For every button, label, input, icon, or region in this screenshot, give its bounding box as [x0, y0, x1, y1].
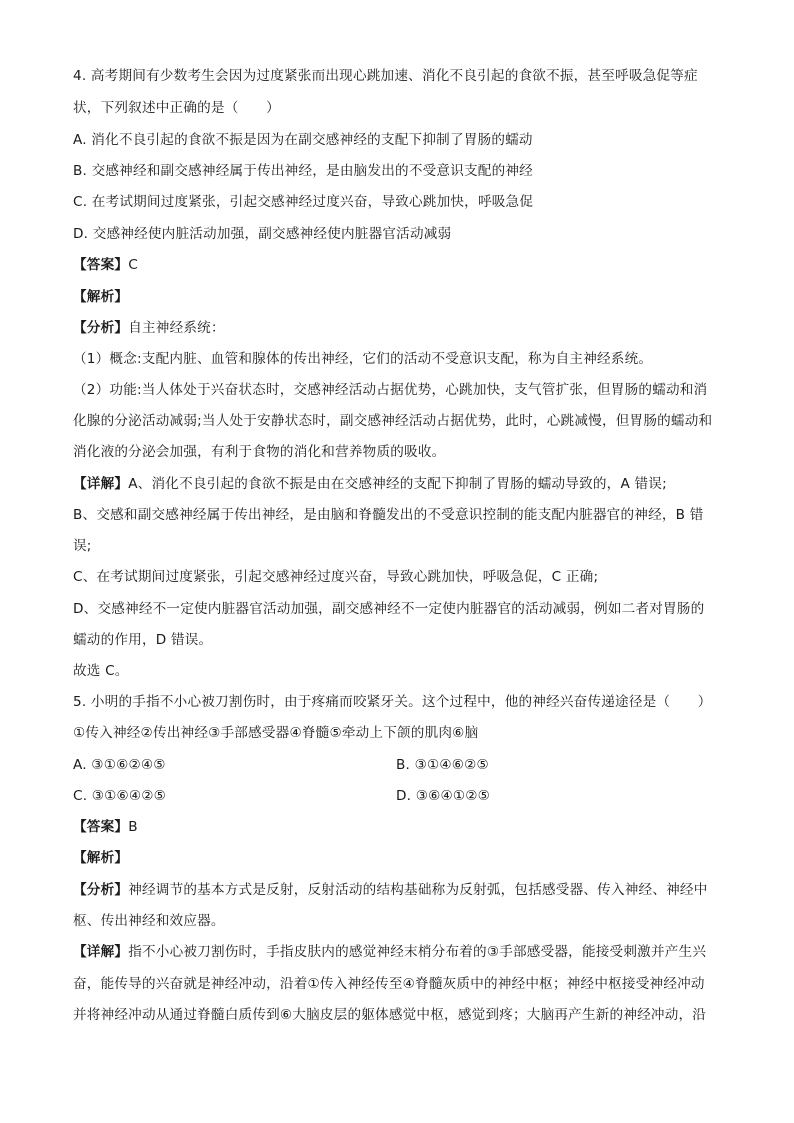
q5-answer-row [73, 817, 138, 837]
q4-point-1: （1）概念:支配内脏、血管和腺体的传出神经，它们的活动不受意识支配，称为自主神经系统。 [73, 351, 653, 367]
q4-answer-value: C [128, 257, 138, 273]
q5-stem: 5. 小明的手指不小心被刀割伤时，由于疼痛而咬紧牙关。这个过程中，他的神经兴奋传递途径是（ ） [73, 694, 712, 710]
q4-detail-d-cont: 蠕动的作用，D 错误。 [73, 632, 213, 648]
q4-detail-a: A、消化不良引起的食欲不振是由在交感神经的支配下抑制了胃肠的蠕动导致的，A 错误; [128, 476, 667, 492]
q5-fenxi-line2: 枢、传出神经和效应器。 [73, 913, 225, 929]
q5-option-b: B. ③①④⑥②⑤ [396, 757, 489, 773]
q4-conclusion: 故选 C。 [73, 663, 129, 679]
q4-fenxi-row [73, 318, 225, 338]
q4-option-d: D. 交感神经使内脏活动加强，副交感神经使内脏器官活动减弱 [73, 226, 452, 242]
q4-fenxi-text: 自主神经系统： [128, 320, 225, 336]
q5-fenxi-line1: 神经调节的基本方式是反射，反射活动的结构基础称为反射弧，包括感受器、传入神经、神经中 [128, 882, 708, 898]
q4-detail-b: B、交感和副交感神经属于传出神经，是由脑和脊髓发出的不受意识控制的能支配内脏器官的神经，B 错 [73, 507, 704, 523]
q5-fenxi-tag: 【分析】 [73, 882, 129, 898]
q4-fenxi-tag: 【分析】 [73, 320, 129, 336]
q5-detail-row [73, 942, 706, 962]
q4-point-3: 化腺的分泌活动减弱;当人处于安静状态时，副交感神经活动占据优势，此时，心跳减慢，但胃肠的蠕动和 [73, 413, 713, 429]
q5-option-c: C. ③①⑥④②⑤ [73, 788, 167, 804]
q5-option-a: A. ③①⑥②④⑤ [73, 757, 166, 773]
q4-detail-d: D、交感神经不一定使内脏器官活动加强，副交感神经不一定使内脏器官的活动减弱，例如二者对胃肠的 [73, 601, 705, 617]
q5-xiangjie-tag: 【详解】 [73, 944, 129, 960]
q4-detail-row-a [73, 474, 667, 494]
q4-point-4: 消化液的分泌会加强，有利于食物的消化和营养物质的吸收。 [73, 444, 446, 460]
q5-answer-tag: 【答案】 [73, 819, 129, 835]
q5-answer-value: B [128, 819, 138, 835]
q4-option-b: B. 交感神经和副交感神经属于传出神经，是由脑发出的不受意识支配的神经 [73, 163, 533, 179]
q5-detail-line3: 并将神经冲动从通过脊髓白质传到⑥大脑皮层的躯体感觉中枢，感觉到疼；大脑再产生新的神经冲动，沿 [73, 1007, 707, 1023]
q4-analysis-tag: 【解析】 [73, 289, 129, 305]
q4-detail-b-cont: 误; [73, 538, 92, 554]
q4-detail-c: C、在考试期间过度紧张，引起交感神经过度兴奋，导致心跳加快，呼吸急促，C 正确; [73, 569, 599, 585]
q4-point-2: （2）功能:当人体处于兴奋状态时，交感神经活动占据优势，心跳加快，支气管扩张，但胃肠的蠕动和消 [73, 382, 708, 398]
q4-stem-line1: 4. 高考期间有少数考生会因为过度紧张而出现心跳加速、消化不良引起的食欲不振，甚至呼吸急促等症 [73, 68, 698, 84]
q5-analysis-tag: 【解析】 [73, 850, 129, 866]
q4-option-c: C. 在考试期间过度紧张，引起交感神经过度兴奋，导致心跳加快，呼吸急促 [73, 194, 534, 210]
q4-answer-row [73, 255, 138, 275]
q5-fenxi-row [73, 880, 708, 900]
q5-detail-line2: 奋，能传导的兴奋就是神经冲动，沿着①传入神经传至④脊髓灰质中的神经中枢；神经中枢接受神经冲动 [73, 976, 705, 992]
q4-xiangjie-tag: 【详解】 [73, 476, 129, 492]
q4-option-a: A. 消化不良引起的食欲不振是因为在副交感神经的支配下抑制了胃肠的蠕动 [73, 132, 533, 148]
q5-option-d: D. ③⑥④①②⑤ [396, 788, 491, 804]
q4-stem-line2: 状，下列叙述中正确的是（ ） [73, 100, 280, 116]
q5-detail-line1: 指不小心被刀割伤时，手指皮肤内的感觉神经末梢分布着的③手部感受器，能接受刺激并产生兴 [128, 944, 707, 960]
q4-answer-tag: 【答案】 [73, 257, 129, 273]
q5-items: ①传入神经②传出神经③手部感受器④脊髓⑤牵动上下颌的肌肉⑥脑 [73, 725, 479, 741]
